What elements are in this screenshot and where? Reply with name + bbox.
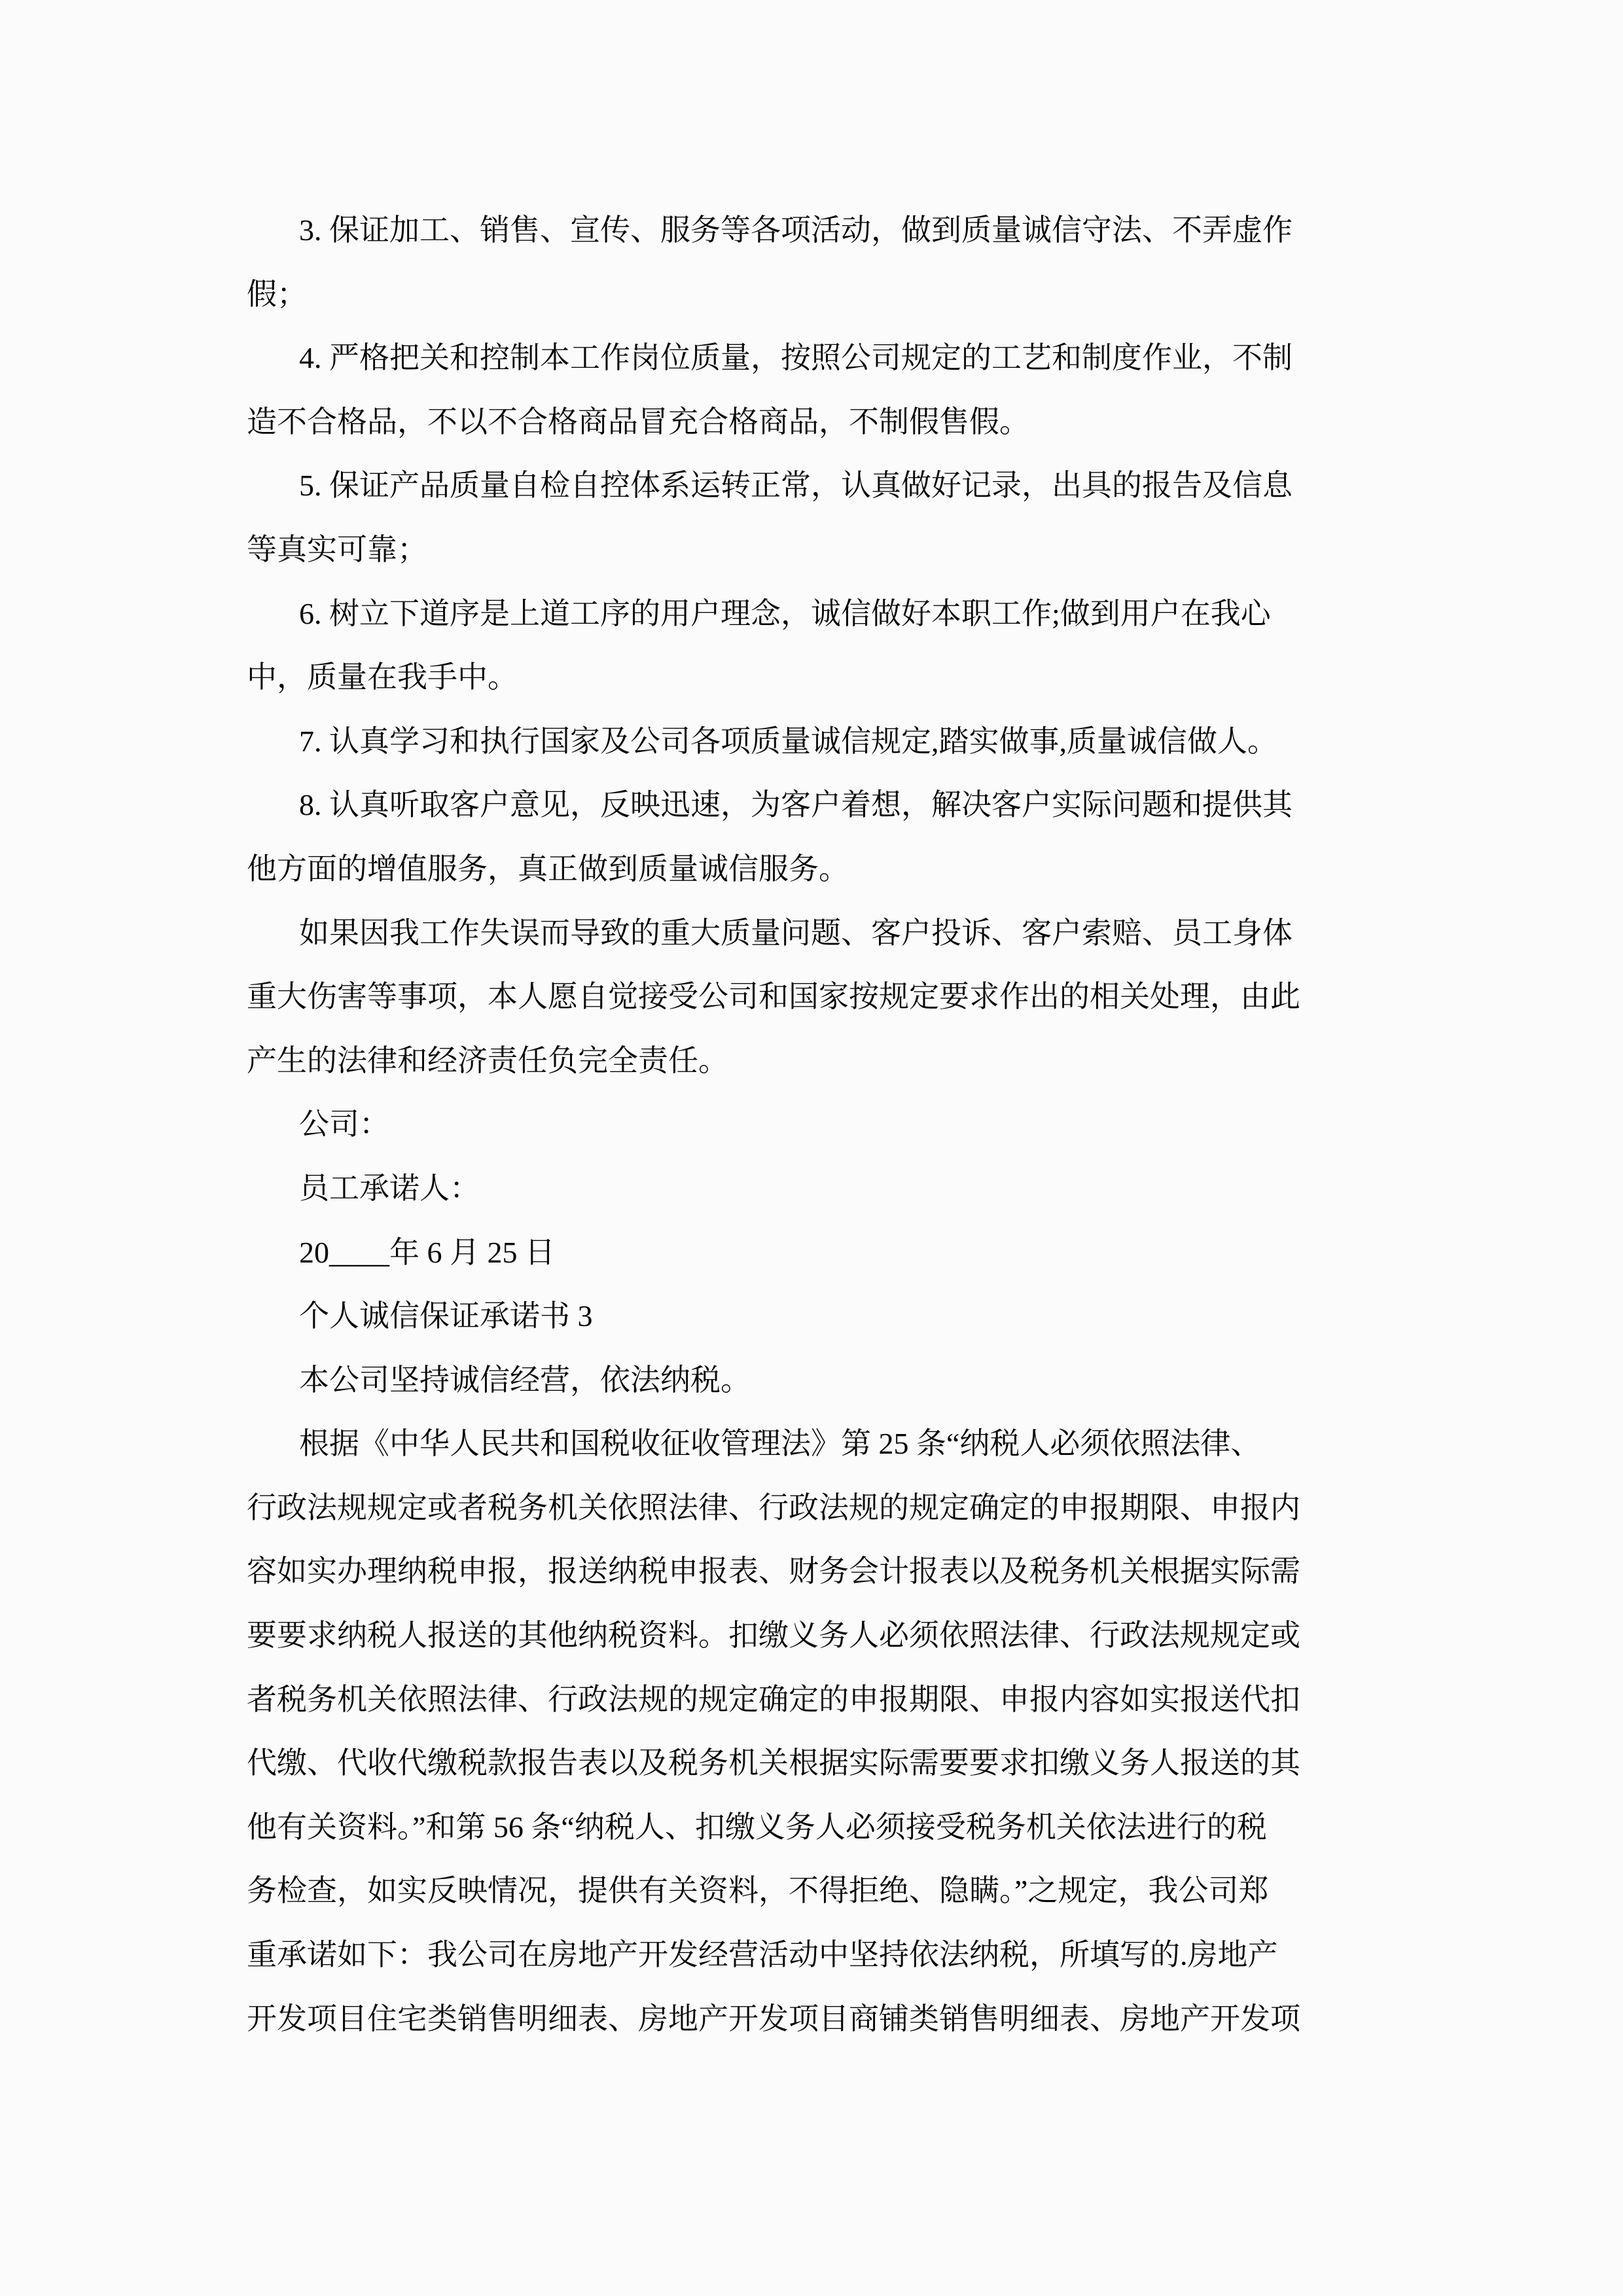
text-line: 务检查，如实反映情况，提供有关资料，不得拒绝、隐瞒。”之规定，我公司郑 [247,1874,1269,1908]
text-line: 者税务机关依照法律、行政法规的规定确定的申报期限、申报内容如实报送代扣 [247,1682,1300,1716]
text-line: 5. 保证产品质量自检自控体系运转正常，认真做好记录，出具的报告及信息 [299,469,1293,503]
text-line: 他有关资料。”和第 56 条“纳税人、扣缴义务人必须接受税务机关依法进行的税 [247,1810,1267,1844]
text-line: 20____年 6 月 25 日 [299,1235,555,1269]
text-line: 公司： [299,1107,389,1141]
text-line: 本公司坚持诚信经营，依法纳税。 [299,1363,751,1397]
text-line: 行政法规规定或者税务机关依照法律、行政法规的规定确定的申报期限、申报内 [247,1490,1300,1524]
text-line: 造不合格品，不以不合格商品冒充合格商品，不制假售假。 [247,404,1029,439]
text-line: 个人诚信保证承诺书 3 [299,1299,593,1333]
text-line: 8. 认真听取客户意见，反映迅速，为客户着想，解决客户实际问题和提供其 [299,788,1293,822]
text-line: 4. 严格把关和控制本工作岗位质量，按照公司规定的工艺和制度作业，不制 [299,341,1293,375]
text-line: 6. 树立下道序是上道工序的用户理念，诚信做好本职工作;做到用户在我心 [299,596,1271,630]
text-line: 中，质量在我手中。 [247,660,518,694]
text-line: 代缴、代收代缴税款报告表以及税务机关根据实际需要要求扣缴义务人报送的其 [247,1746,1300,1780]
text-line: 假； [247,277,307,311]
document-text [247,198,1399,2051]
text-line: 产生的法律和经济责任负完全责任。 [247,1043,728,1077]
text-line: 要要求纳税人报送的其他纳税资料。扣缴义务人必须依照法律、行政法规规定或 [247,1619,1300,1653]
text-line: 员工承诺人： [299,1171,480,1205]
text-line: 3. 保证加工、销售、宣传、服务等各项活动，做到质量诚信守法、不弄虚作 [299,213,1293,247]
text-line: 他方面的增值服务，真正做到质量诚信服务。 [247,852,849,886]
text-line: 等真实可靠； [247,532,427,566]
text-line: 根据《中华人民共和国税收征收管理法》第 25 条“纳税人必须依照法律、 [299,1427,1261,1461]
text-line: 7. 认真学习和执行国家及公司各项质量诚信规定,踏实做事,质量诚信做人。 [299,724,1277,758]
text-line: 重大伤害等事项，本人愿自觉接受公司和国家按规定要求作出的相关处理，由此 [247,980,1300,1014]
text-line: 开发项目住宅类销售明细表、房地产开发项目商铺类销售明细表、房地产开发项 [247,2001,1300,2036]
text-line: 如果因我工作失误而导致的重大质量问题、客户投诉、客户索赔、员工身体 [299,916,1293,950]
text-line: 容如实办理纳税申报，报送纳税申报表、财务会计报表以及税务机关根据实际需 [247,1554,1300,1588]
text-line: 重承诺如下：我公司在房地产开发经营活动中坚持依法纳税，所填写的.房地产 [247,1938,1278,1972]
